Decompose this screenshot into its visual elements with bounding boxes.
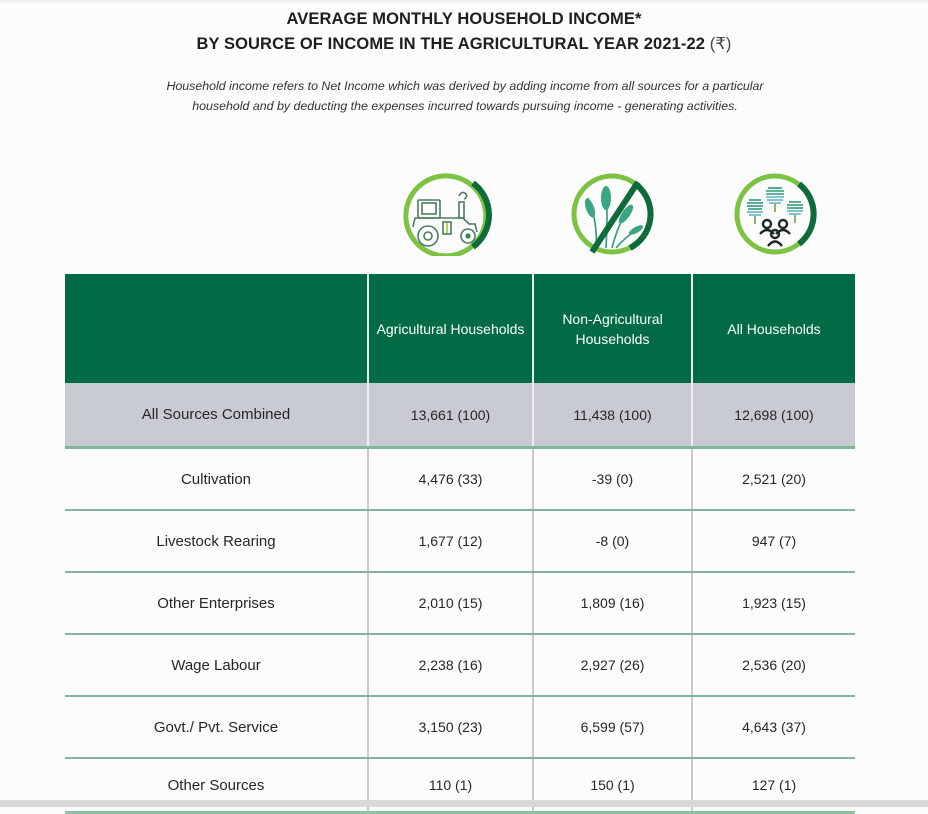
row-label: All Sources Combined: [65, 383, 368, 448]
title-line-2: [0, 34, 928, 54]
bottom-scroll-strip: [0, 800, 928, 807]
row-label: Other Sources: [65, 758, 368, 813]
row-label: Govt./ Pvt. Service: [65, 696, 368, 758]
cell-agricultural: 110 (1): [368, 758, 533, 813]
cell-agricultural: 1,677 (12): [368, 510, 533, 572]
cell-non-agricultural: -8 (0): [533, 510, 692, 572]
table-header-row: [65, 274, 855, 383]
table-row: [65, 448, 855, 511]
cell-all-households: 127 (1): [692, 758, 855, 813]
header-all-households: All Households: [692, 274, 855, 383]
table-row: [65, 634, 855, 696]
cell-non-agricultural: 2,927 (26): [533, 634, 692, 696]
cell-non-agricultural: -39 (0): [533, 448, 692, 511]
cell-all-households: 947 (7): [692, 510, 855, 572]
cell-agricultural: 2,010 (15): [368, 572, 533, 634]
table-row: [65, 572, 855, 634]
title-line-2-text: BY SOURCE OF INCOME IN THE AGRICULTURAL YEAR 2021-22: [196, 35, 706, 53]
table-row: [65, 696, 855, 758]
cell-non-agricultural: 1,809 (16): [533, 572, 692, 634]
cell-all-households: 2,521 (20): [692, 448, 855, 511]
cell-agricultural: 4,476 (33): [368, 448, 533, 511]
top-edge-shadow: [0, 0, 928, 4]
table-row: [65, 383, 855, 448]
currency-unit: (₹): [709, 35, 732, 53]
no-wheat-icon: [566, 172, 658, 256]
row-label: Livestock Rearing: [65, 510, 368, 572]
cell-non-agricultural: 11,438 (100): [533, 383, 692, 448]
row-label: Cultivation: [65, 448, 368, 511]
cell-agricultural: 2,238 (16): [368, 634, 533, 696]
table-row: [65, 510, 855, 572]
cell-all-households: 12,698 (100): [692, 383, 855, 448]
cell-all-households: 2,536 (20): [692, 634, 855, 696]
header-blank: [65, 274, 368, 383]
cell-agricultural: 3,150 (23): [368, 696, 533, 758]
income-table: [65, 274, 855, 814]
title-line-1: AVERAGE MONTHLY HOUSEHOLD INCOME*: [286, 10, 642, 28]
household-group-icon: [729, 172, 821, 256]
row-label: Other Enterprises: [65, 572, 368, 634]
cell-all-households: 4,643 (37): [692, 696, 855, 758]
cell-agricultural: 13,661 (100): [368, 383, 533, 448]
cell-non-agricultural: 6,599 (57): [533, 696, 692, 758]
tractor-icon: [403, 172, 495, 256]
row-label: Wage Labour: [65, 634, 368, 696]
description-note: Household income refers to Net Income which was derived by adding income from all sources for a particular household and by deducting the expenses incurred towards pursuing income - generating activities.: [166, 79, 764, 113]
cell-all-households: 1,923 (15): [692, 572, 855, 634]
cell-non-agricultural: 150 (1): [533, 758, 692, 813]
header-non-agricultural: Non-Agricultural Households: [533, 274, 692, 383]
header-agricultural: Agricultural Households: [368, 274, 533, 383]
